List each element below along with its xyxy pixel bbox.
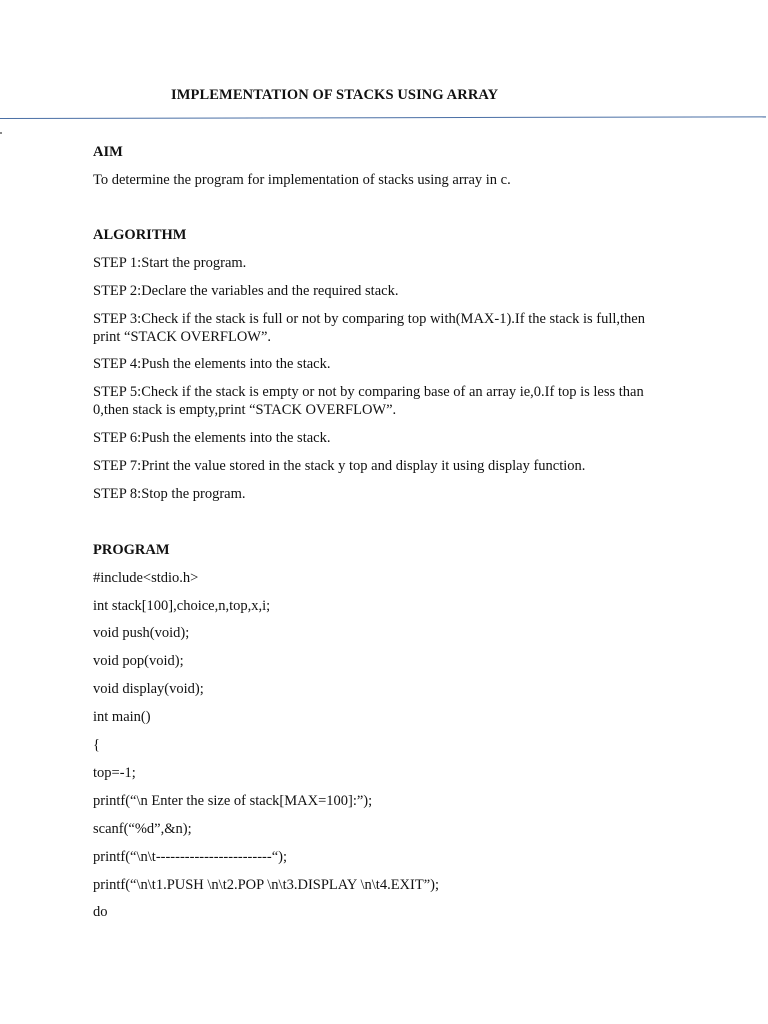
algorithm-step: STEP 7:Print the value stored in the stack y top and display it using display function. bbox=[93, 458, 586, 474]
algorithm-step: STEP 3:Check if the stack is full or not by comparing top with(MAX-1).If the stack is full,then print “STACK OVERFLOW”. bbox=[93, 311, 645, 345]
code-line: printf(“\n\t1.PUSH \n\t2.POP \n\t3.DISPLAY \n\t4.EXIT”); bbox=[93, 877, 439, 893]
margin-mark bbox=[0, 132, 2, 134]
code-line: top=-1; bbox=[93, 765, 136, 781]
algorithm-step: STEP 2:Declare the variables and the required stack. bbox=[93, 283, 399, 299]
algorithm-step: STEP 6:Push the elements into the stack. bbox=[93, 430, 331, 446]
algorithm-step: STEP 5:Check if the stack is empty or not by comparing base of an array ie,0.If top is less than 0,then stack is empty,print “STACK OVERFLOW”. bbox=[93, 384, 644, 418]
code-line: scanf(“%d”,&n); bbox=[93, 821, 192, 837]
document-title: IMPLEMENTATION OF STACKS USING ARRAY bbox=[171, 87, 499, 103]
algorithm-heading: ALGORITHM bbox=[93, 227, 187, 243]
code-line: do bbox=[93, 904, 108, 920]
code-line: #include<stdio.h> bbox=[93, 570, 199, 586]
code-line: void pop(void); bbox=[93, 653, 184, 669]
algorithm-step: STEP 1:Start the program. bbox=[93, 255, 247, 271]
code-line: int stack[100],choice,n,top,x,i; bbox=[93, 598, 271, 614]
program-heading: PROGRAM bbox=[93, 542, 170, 558]
code-line: printf(“\n\t------------------------“); bbox=[93, 849, 287, 865]
algorithm-step: STEP 4:Push the elements into the stack. bbox=[93, 356, 331, 372]
aim-text: To determine the program for implementation of stacks using array in c. bbox=[93, 172, 511, 188]
title-rule bbox=[0, 116, 766, 119]
code-line: void push(void); bbox=[93, 625, 190, 641]
code-line: int main() bbox=[93, 709, 151, 725]
code-line: { bbox=[93, 737, 100, 753]
code-line: printf(“\n Enter the size of stack[MAX=100]:”); bbox=[93, 793, 373, 809]
aim-heading: AIM bbox=[93, 144, 123, 160]
code-line: void display(void); bbox=[93, 681, 204, 697]
algorithm-step: STEP 8:Stop the program. bbox=[93, 486, 246, 502]
